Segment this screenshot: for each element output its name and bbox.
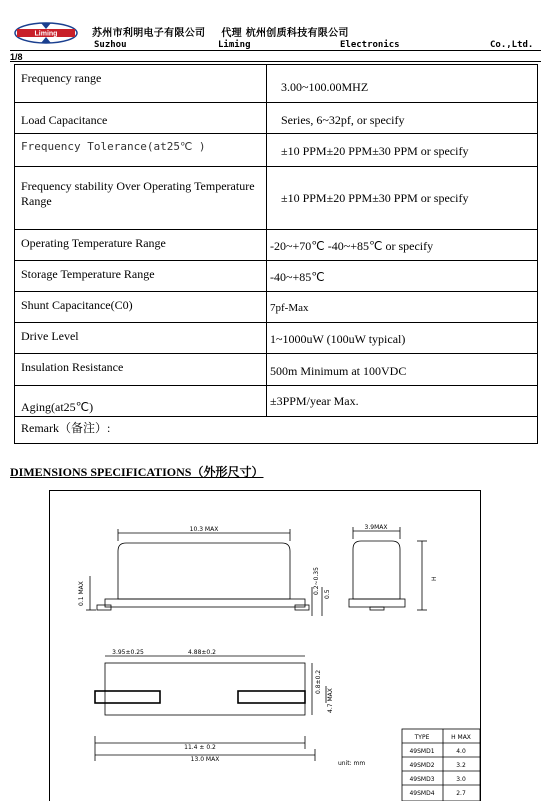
spec-table <box>14 64 538 444</box>
header-rule-bottom <box>10 61 541 62</box>
dim-0-2: 0.2~0.35 <box>313 567 320 595</box>
spec-row <box>15 167 538 230</box>
dim-11-4: 11.4 ± 0.2 <box>184 744 216 751</box>
hmax-cell: 3.2 <box>456 762 466 769</box>
dim-13: 13.0 MAX <box>190 756 220 763</box>
spec-label: Aging(at25℃) <box>15 386 267 417</box>
spec-label: Frequency Tolerance(at25℃ ) <box>15 134 267 167</box>
dim-h: H <box>431 576 438 581</box>
spec-value: 1~1000uW (100uW typical) <box>267 323 538 354</box>
spec-row <box>15 230 538 261</box>
header-rule <box>10 50 541 51</box>
type-header: TYPE <box>414 734 430 741</box>
spec-row <box>15 134 538 167</box>
spec-value: Series, 6~32pf, or specify <box>267 103 538 134</box>
spec-row <box>15 65 538 103</box>
dim-4-7: 4.7 MAX <box>327 688 334 713</box>
spec-label: Load Capacitance <box>15 103 267 134</box>
hmax-cell: 3.0 <box>456 776 466 783</box>
pad-left <box>97 605 111 610</box>
spec-value: ±10 PPM±20 PPM±30 PPM or specify <box>267 134 538 167</box>
type-cell: 49SMD3 <box>409 776 435 783</box>
spec-label: Insulation Resistance <box>15 354 267 386</box>
crystal-bottom-view <box>105 663 305 715</box>
dim-0-8: 0.8±0.2 <box>315 669 322 694</box>
spec-row <box>15 386 538 417</box>
spec-row <box>15 323 538 354</box>
liming-logo-icon <box>14 21 78 45</box>
dimension-drawing-svg <box>50 491 480 801</box>
type-cell: 49SMD2 <box>409 762 435 769</box>
dim-0-5: 0.5 <box>324 589 331 599</box>
spec-row <box>15 261 538 292</box>
spec-label: Storage Temperature Range <box>15 261 267 292</box>
pad-right <box>295 605 309 610</box>
spec-label: Operating Temperature Range <box>15 230 267 261</box>
spec-row <box>15 103 538 134</box>
page-number: 1/8 <box>10 52 23 62</box>
page-header <box>0 0 545 62</box>
remark-label: Remark（备注）: <box>15 417 538 444</box>
crystal-body-front <box>118 543 290 599</box>
company-en-4: Co.,Ltd. <box>490 40 534 50</box>
unit-label: unit: mm <box>338 760 366 767</box>
spec-row <box>15 292 538 323</box>
spec-label: Drive Level <box>15 323 267 354</box>
dim-0-1: 0.1 MAX <box>78 581 85 606</box>
type-cell: 49SMD4 <box>409 790 435 797</box>
dim-10-3: 10.3 MAX <box>189 526 219 533</box>
hmax-cell: 4.0 <box>456 748 466 755</box>
type-cell: 49SMD1 <box>409 748 435 755</box>
spec-row <box>15 354 538 386</box>
crystal-base-front <box>105 599 305 607</box>
company-en-3: Electronics <box>340 40 400 50</box>
dimension-drawing <box>49 490 481 801</box>
bottom-pad-right <box>238 691 305 703</box>
dim-4-88: 4.88±0.2 <box>188 649 216 656</box>
agent-cn: 代理 杭州创质科技有限公司 <box>221 28 349 39</box>
hmax-cell: 2.7 <box>456 790 466 797</box>
spec-value: 3.00~100.00MHZ <box>267 65 538 103</box>
company-en-2: Liming <box>218 40 251 50</box>
remark-row <box>15 417 538 444</box>
spec-value: ±3PPM/year Max. <box>267 386 538 417</box>
crystal-body-side <box>353 541 400 599</box>
crystal-base-side <box>349 599 405 607</box>
spec-label: Frequency stability Over Operating Temperature Range <box>15 167 267 230</box>
spec-label: Shunt Capacitance(C0) <box>15 292 267 323</box>
spec-value: 500m Minimum at 100VDC <box>267 354 538 386</box>
spec-value: ±10 PPM±20 PPM±30 PPM or specify <box>267 167 538 230</box>
spec-value: -40~+85℃ <box>267 261 538 292</box>
dim-3-9: 3.9MAX <box>364 524 388 531</box>
dim-3-95: 3.95±0.25 <box>112 649 144 656</box>
dimensions-title: DIMENSIONS SPECIFICATIONS（外形尺寸） <box>10 465 264 479</box>
spec-label: Frequency range <box>15 65 267 103</box>
logo-text: Liming <box>34 30 58 38</box>
company-name-cn <box>92 24 349 39</box>
hmax-header: H MAX <box>451 734 471 741</box>
company-en-1: Suzhou <box>94 40 127 50</box>
company-cn: 苏州市利明电子有限公司 <box>92 28 206 39</box>
spec-value: 7pf-Max <box>267 292 538 323</box>
spec-value: -20~+70℃ -40~+85℃ or specify <box>267 230 538 261</box>
